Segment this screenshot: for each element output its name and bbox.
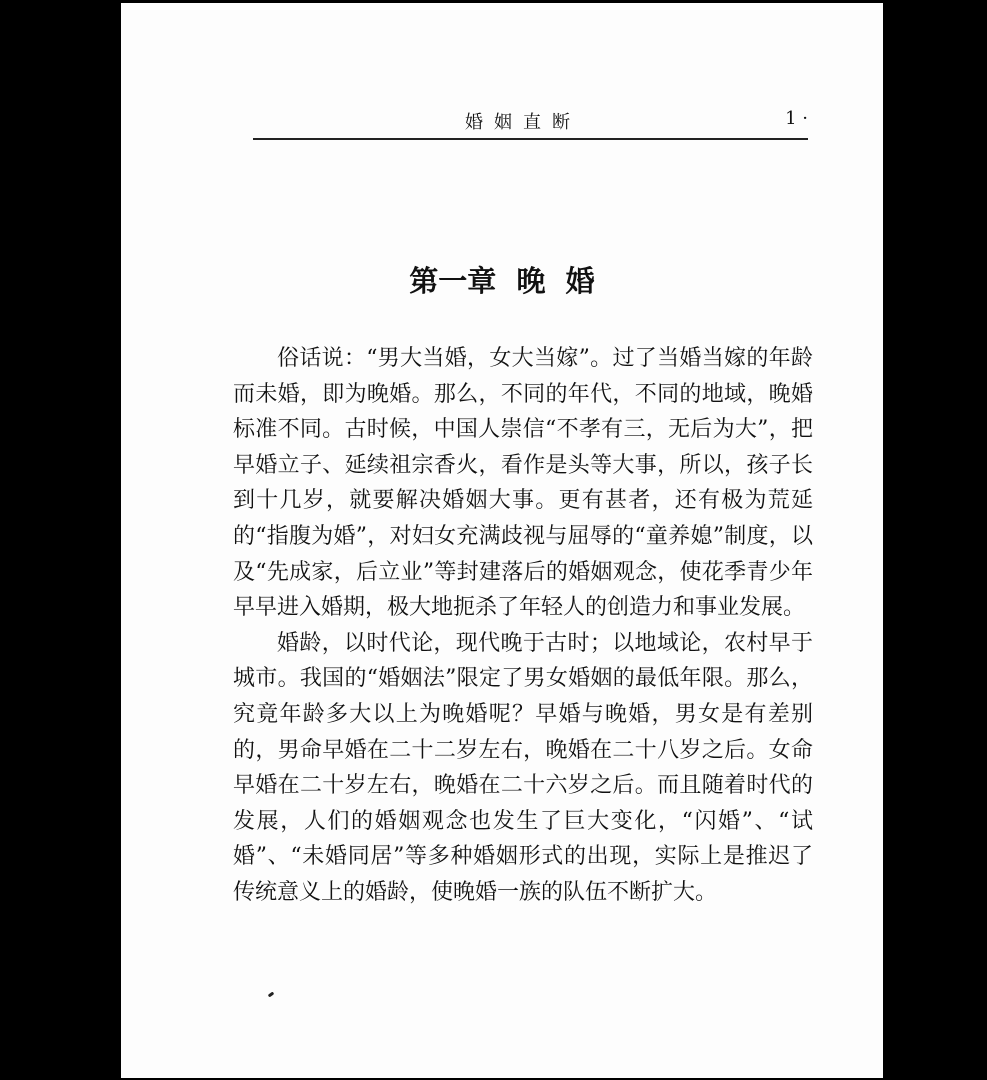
paragraph-1: 俗话说：“男大当婚，女大当嫁”。过了当婚当嫁的年龄而未婚，即为晚婚。那么，不同的年代，不同的地域，晚婚标准不同。古时候，中国人崇信“不孝有三，无后为大”，把早婚立子、延续祖宗香火，看作是头等大事，所以，孩子长到十几岁，就要解决婚姻大事。更有甚者，还有极为荒延的“指腹为婚”，对妇女充满歧视与屈辱的“童养媳”制度，以及“先成家，后立业”等封建落后的婚姻观念，使花季青少年早早进入婚期，极大地扼杀了年轻人的创造力和事业发展。 (233, 346, 813, 621)
running-head (253, 106, 808, 136)
chapter-title: 第一章 晚 婚 (409, 264, 595, 298)
paragraph-2: 婚龄，以时代论，现代晚于古时；以地域论，农村早于城市。我国的“婚姻法”限定了男女婚姻的最低年限。那么，究竟年龄多大以上为晚婚呢？早婚与晚婚，男女是有差别的，男命早婚在二十二岁左右，晚婚在二十八岁之后。女命早婚在二十岁左右，晚婚在二十六岁之后。而且随着时代的发展，人们的婚姻观念也发生了巨大变化，“闪婚”、“试婚”、“未婚同居”等多种婚姻形式的出现，实际上是推迟了传统意义上的婚龄，使晚婚一族的队伍不断扩大。 (233, 630, 813, 905)
page-number: 1 · (785, 108, 808, 129)
book-page (121, 3, 883, 1078)
header-rule (253, 138, 808, 140)
running-title: 婚姻直断 (465, 112, 581, 133)
body-text (233, 341, 813, 911)
ink-mark (268, 992, 275, 998)
